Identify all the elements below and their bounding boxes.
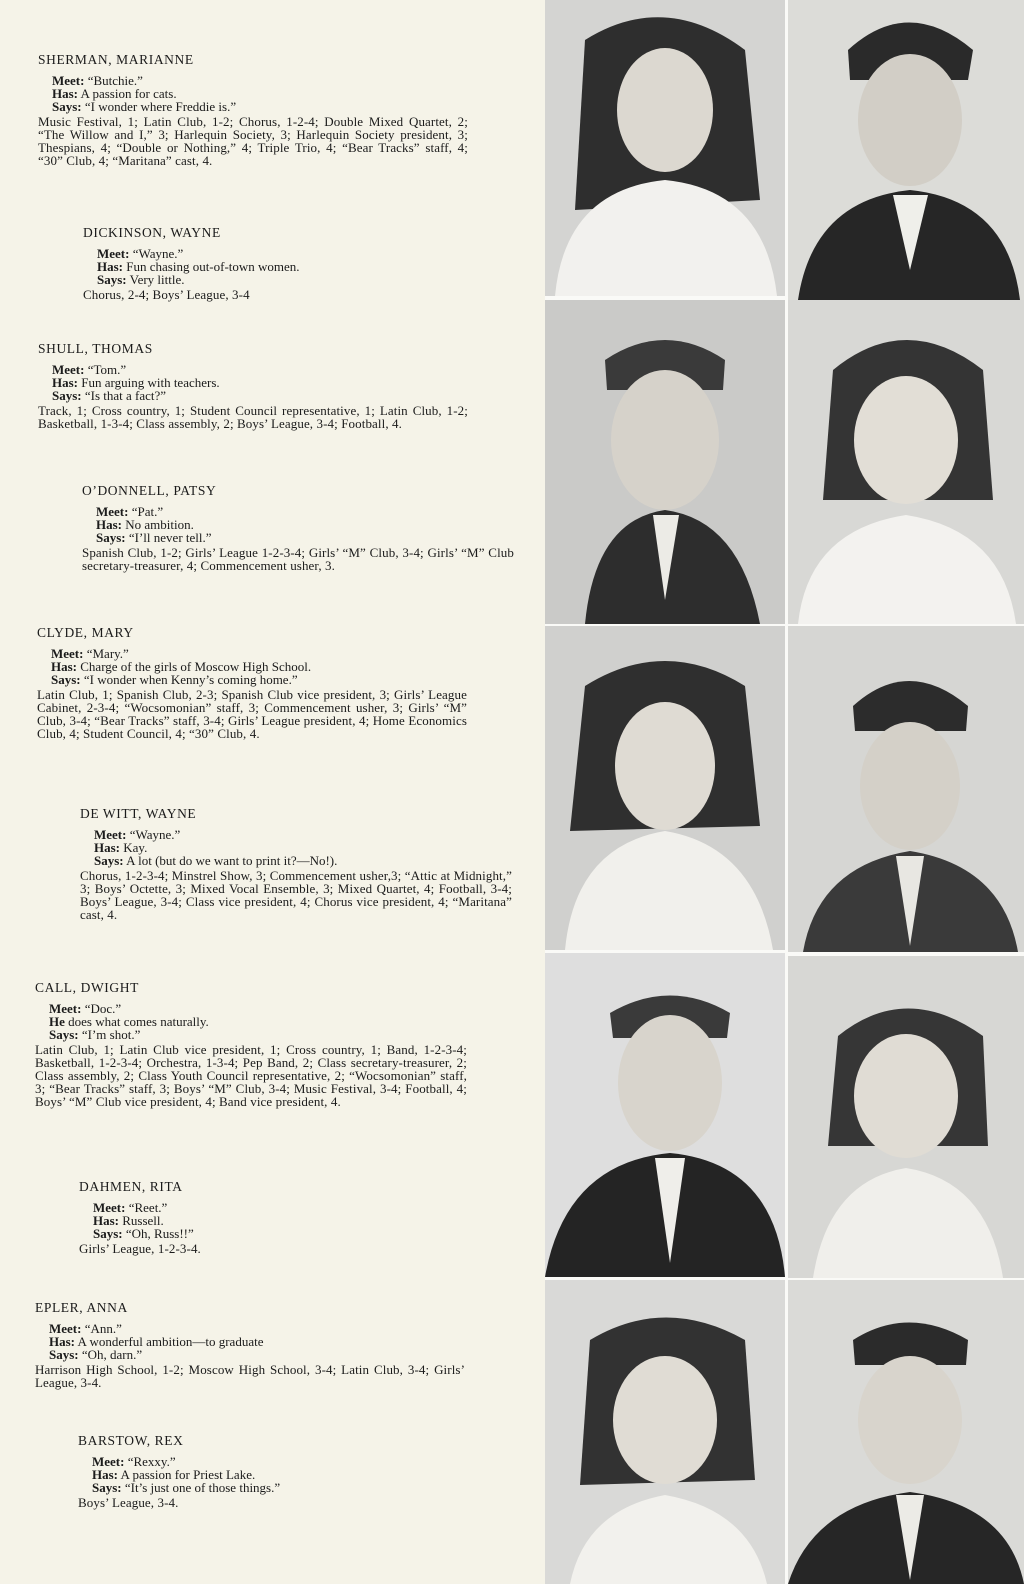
meet-line: Meet: “Mary.” [51,646,129,661]
senior-entry [35,1300,465,1389]
activities: Track, 1; Cross country, 1; Student Council representative, 1; Latin Club, 1-2; Basketball, 1-3-4; Class assembly, 2; Boys’ League, 3-4; Football, 4. [38,403,468,431]
says-line: Says: A lot (but do we want to print it?—No!). [94,853,338,868]
student-name: SHERMAN, MARIANNE [38,52,194,67]
senior-entry [79,1179,479,1255]
student-name: CALL, DWIGHT [35,980,139,995]
has-line: Has: Russell. [93,1213,164,1228]
has-line: Has: A wonderful ambition—to graduate [49,1334,264,1349]
has-line: Has: A passion for Priest Lake. [92,1467,256,1482]
student-name: DE WITT, WAYNE [80,806,197,821]
says-line: Says: “Is that a fact?” [52,388,167,403]
student-name: DAHMEN, RITA [79,1179,183,1194]
portrait-photo [545,0,785,296]
says-line: Says: “I wonder where Freddie is.” [52,99,237,114]
activities: Latin Club, 1; Spanish Club, 2-3; Spanish Club vice president, 3; Girls’ League Cabinet, 2-3-4; “Wocsomonian” staff, 3; Commencement usher, 3; Girls’ “M” Club, 3-4; “Bear Tracks” staff, 3-4; Girls’ League president, 4; Home Economics Club, 4; Student Council, 4; “30” Club, 4. [37,687,467,741]
meet-line: Meet: “Rexxy.” [92,1454,176,1469]
portrait-photo [788,300,1024,624]
meet-line: Meet: “Pat.” [96,504,164,519]
portrait-photo [545,1280,785,1584]
senior-entry [38,52,468,167]
has-line: He does what comes naturally. [49,1014,209,1029]
activities: Boys’ League, 3-4. [78,1495,179,1510]
portrait-photo [545,300,785,624]
says-line: Says: “Oh, darn.” [49,1347,143,1362]
meet-line: Meet: “Butchie.” [52,73,143,88]
senior-entry [82,483,514,572]
says-line: Says: “I wonder when Kenny’s coming home.” [51,672,298,687]
meet-line: Meet: “Doc.” [49,1001,122,1016]
has-line: Has: Fun chasing out-of-town women. [97,259,300,274]
portrait-grid [545,0,1024,1584]
student-name: EPLER, ANNA [35,1300,128,1315]
meet-line: Meet: “Reet.” [93,1200,168,1215]
meet-line: Meet: “Ann.” [49,1321,122,1336]
student-name: SHULL, THOMAS [38,341,153,356]
says-line: Says: “It’s just one of those things.” [92,1480,281,1495]
has-line: Has: Kay. [94,840,148,855]
says-line: Says: “I’ll never tell.” [96,530,212,545]
activities: Music Festival, 1; Latin Club, 1-2; Chorus, 1-2-4; Double Mixed Quartet, 2; “The Willow and I,” 3; Harlequin Society, 3; Harlequin Society president, 3; Thespians, 4; “Double or Nothing,” 4; Triple Trio, 4; “Bear Tracks” staff, 4; “30” Club, 4; “Maritana” cast, 4. [38,114,468,168]
portrait-photo [788,0,1024,300]
activities: Chorus, 2-4; Boys’ League, 3-4 [83,287,250,302]
meet-line: Meet: “Wayne.” [97,246,184,261]
has-line: Has: Charge of the girls of Moscow High School. [51,659,312,674]
student-name: BARSTOW, REX [78,1433,184,1448]
student-name: O’DONNELL, PATSY [82,483,217,498]
activities: Chorus, 1-2-3-4; Minstrel Show, 3; Commencement usher,3; “Attic at Midnight,” 3; Boys’ Octette, 3; Mixed Vocal Ensemble, 3; Mixed Quartet, 4; Football, 3-4; Boys’ League, 3-4; Class vice president, 4; Chorus vice president, 4; “Maritana” cast, 4. [80,868,512,922]
portrait-photo [788,1280,1024,1584]
portrait-photo [545,626,785,950]
student-name: CLYDE, MARY [37,625,134,640]
portrait-photo [545,953,785,1277]
has-line: Has: No ambition. [96,517,194,532]
says-line: Says: Very little. [97,272,185,287]
says-line: Says: “I’m shot.” [49,1027,141,1042]
meet-line: Meet: “Tom.” [52,362,127,377]
activities: Spanish Club, 1-2; Girls’ League 1-2-3-4; Girls’ “M” Club, 3-4; Girls’ “M” Club secretary-treasurer, 4; Commencement usher, 3. [82,545,514,573]
senior-entry [38,341,468,430]
activities: Harrison High School, 1-2; Moscow High School, 3-4; Latin Club, 3-4; Girls’ League, 3-4. [35,1362,465,1390]
senior-entry [78,1433,478,1509]
portrait-photo [788,956,1024,1278]
meet-line: Meet: “Wayne.” [94,827,181,842]
has-line: Has: A passion for cats. [52,86,177,101]
activities: Latin Club, 1; Latin Club vice president, 1; Cross country, 1; Band, 1-2-3-4; Basketball, 1-2-3-4; Orchestra, 1-3-4; Pep Band, 2; Class secretary-treasurer, 2; Class assembly, 2; Class Youth Council representative, 2; “Wocsomonian” staff, 3; “Bear Tracks” staff, 3; Boys’ “M” Club, 3-4; Music Festival, 3-4; Football, 4; Boys’ “M” Club vice president, 4; Band vice president, 4. [35,1042,467,1109]
senior-entry [35,980,467,1108]
activities: Girls’ League, 1-2-3-4. [79,1241,201,1256]
senior-entry [83,225,483,301]
has-line: Has: Fun arguing with teachers. [52,375,220,390]
student-name: DICKINSON, WAYNE [83,225,221,240]
senior-entry [80,806,512,921]
says-line: Says: “Oh, Russ!!” [93,1226,194,1241]
portrait-photo [788,626,1024,952]
senior-entry [37,625,467,740]
